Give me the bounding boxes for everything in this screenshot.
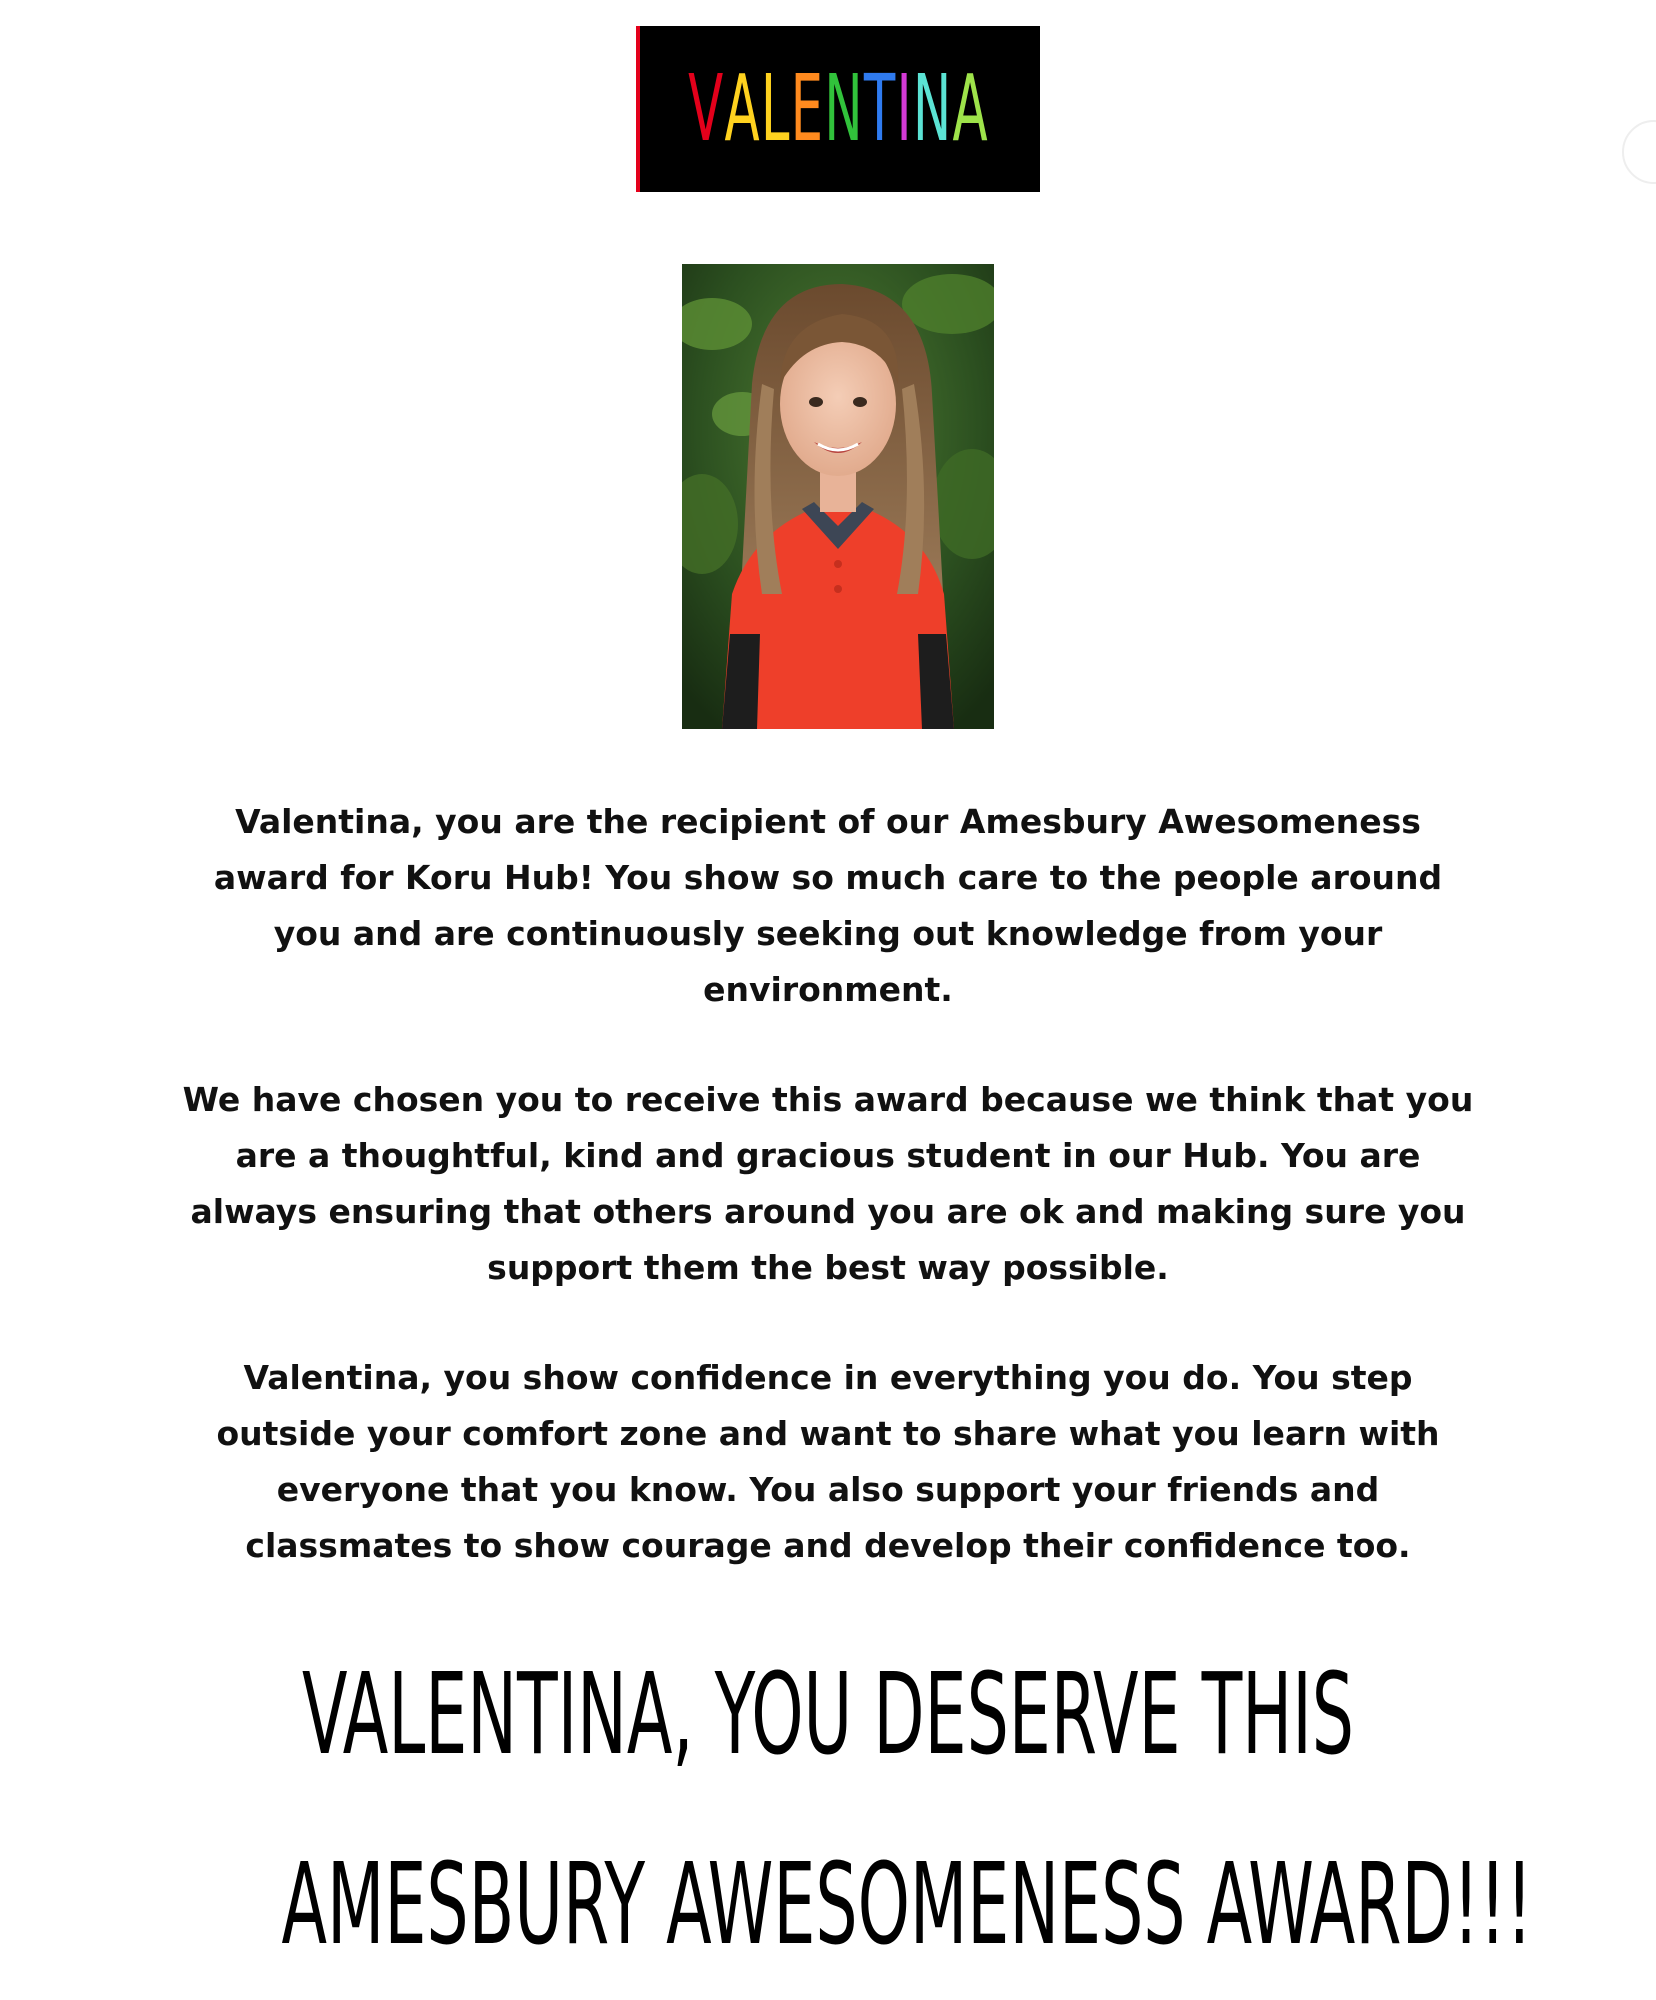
banner-title (687, 55, 989, 162)
banner-letter: T (863, 55, 897, 162)
banner-letter: A (724, 55, 761, 162)
award-paragraph-3: Valentina, you show confidence in everything you do. You step outside your comfort zone and want to share what you learn with everyone that you know. You also support your friends and classmates to show courage and develop their confidence too. (216, 1358, 1440, 1565)
title-banner (636, 26, 1040, 192)
banner-letter: I (896, 55, 913, 162)
student-portrait-photo (682, 264, 994, 729)
banner-letter: E (790, 55, 824, 162)
award-paragraph-1: Valentina, you are the recipient of our Amesbury Awesomeness award for Koru Hub! You show so much care to the people around you and are continuously seeking out knowledge from your environment. (213, 802, 1443, 1009)
closing-line-2: AMESBURY AWESOMENESS AWARD!!! (281, 1840, 1533, 1970)
portrait-illustration (682, 264, 994, 729)
banner-letter: N (823, 55, 864, 162)
banner-letter: A (952, 55, 989, 162)
banner-letter: N (912, 55, 953, 162)
edge-decoration (1622, 120, 1656, 184)
closing-line-1: VALENTINA, YOU DESERVE THIS (301, 1650, 1355, 1780)
banner-accent-bar (636, 26, 640, 192)
banner-letter: V (687, 55, 725, 162)
award-paragraph-2: We have chosen you to receive this award because we think that you are a thoughtful, kind and gracious student in our Hub. You are always ensuring that others around you are ok and making sure you support them the best way possible. (182, 1080, 1474, 1287)
banner-letter: L (760, 55, 791, 162)
closing-message (281, 1620, 1533, 2000)
